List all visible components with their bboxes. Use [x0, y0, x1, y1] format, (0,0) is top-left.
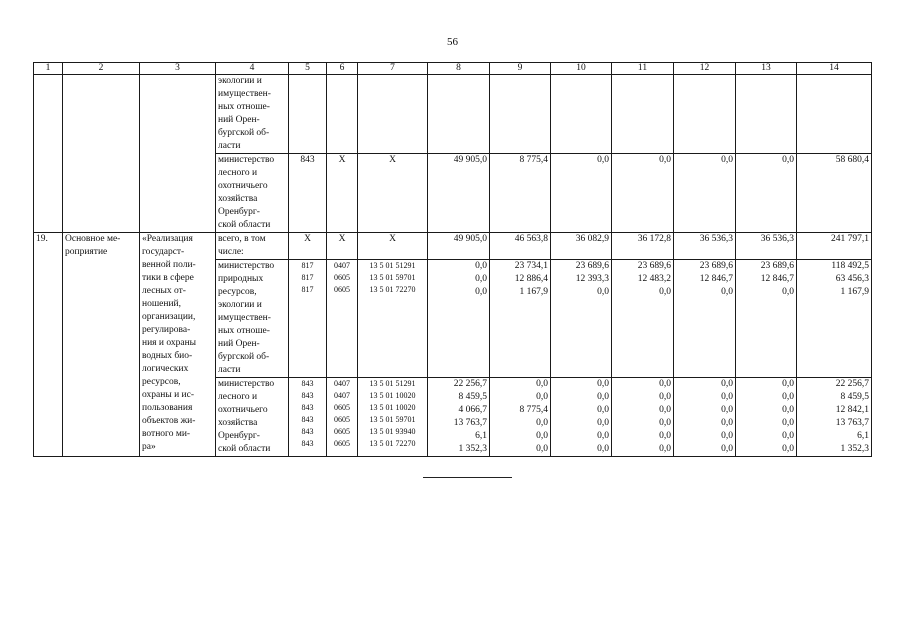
cell-c9: 46 563,8	[490, 233, 551, 260]
table-cell-value: 0,0	[659, 392, 671, 402]
cell-c14: 241 797,1	[797, 233, 872, 260]
table-cell-value: 13 5 01 10020	[369, 403, 416, 412]
header-cell: 1	[34, 63, 63, 75]
empty-cell	[140, 75, 216, 233]
table-cell-value: 63 456,3	[835, 274, 869, 284]
table-cell-value: 6,1	[857, 431, 869, 441]
item-name	[142, 233, 213, 454]
text-line: ласти	[218, 141, 241, 151]
table-cell-value: 0,0	[782, 379, 794, 389]
table-cell-value: 8 459,5	[840, 392, 869, 402]
header-cell: 11	[612, 63, 674, 75]
empty-cell	[289, 75, 327, 154]
executor-cell	[216, 233, 289, 260]
header-cell: 10	[551, 63, 612, 75]
text-line: охраны и ис-	[142, 390, 194, 400]
text-line: ний Орен-	[218, 115, 260, 125]
text-line: экологии и	[218, 300, 262, 310]
text-line: министерство	[218, 261, 275, 271]
text-line: ресурсов,	[142, 377, 181, 387]
text-line: ской области	[218, 444, 271, 454]
cell-c5: Х	[289, 233, 327, 260]
text-line: объектов жи-	[142, 416, 196, 426]
text-line: Оренбург-	[218, 431, 260, 441]
executor-text	[218, 154, 286, 232]
item-type	[65, 233, 137, 259]
table-cell-value: 0,0	[782, 287, 794, 297]
cell-c8	[428, 260, 490, 378]
table-cell-value: 13 763,7	[453, 418, 487, 428]
table-cell-value: 22 256,7	[835, 379, 869, 389]
cell-c6: Х	[327, 154, 358, 233]
table-cell-value: 0407	[334, 261, 350, 270]
table-cell-value: 0,0	[536, 379, 548, 389]
table-cell-value: 817	[301, 285, 314, 294]
cell-c7	[358, 260, 428, 378]
cell-c7: Х	[358, 154, 428, 233]
table-cell-value: 0,0	[597, 444, 609, 454]
cell-c5	[289, 260, 327, 378]
cell-c14: 58 680,4	[797, 154, 872, 233]
table-cell-value: 0605	[334, 273, 350, 282]
text-line: лесных от-	[142, 286, 186, 296]
page-number: 56	[447, 36, 458, 48]
cell-c9: 8 775,4	[490, 154, 551, 233]
executor-cell	[216, 75, 289, 154]
empty-cell	[674, 75, 736, 154]
continuation-row	[34, 75, 872, 154]
executor-cell	[216, 154, 289, 233]
text-line: ра»	[142, 442, 156, 452]
text-line: вотного ми-	[142, 429, 191, 439]
text-line: лесного и	[218, 392, 258, 402]
table-cell-value: 4 066,7	[458, 405, 487, 415]
text-line: пользования	[142, 403, 193, 413]
table-cell-value: 0,0	[597, 392, 609, 402]
table-cell-value: 23 689,6	[637, 261, 671, 271]
empty-cell	[63, 75, 140, 233]
text-line: всего, в том	[218, 234, 266, 244]
cell-c13	[736, 260, 797, 378]
header-cell: 12	[674, 63, 736, 75]
table-cell-value: 12 886,4	[514, 274, 548, 284]
text-line: ласти	[218, 365, 241, 375]
table-cell-value: 0,0	[721, 418, 733, 428]
text-line: ской области	[218, 220, 271, 230]
text-line: хозяйства	[218, 194, 258, 204]
table-cell-value: 118 492,5	[831, 261, 869, 271]
text-line: логических	[142, 364, 189, 374]
cell-c5	[289, 378, 327, 457]
cell-c14	[797, 260, 872, 378]
item-name-cell	[140, 233, 216, 457]
header-cell: 6	[327, 63, 358, 75]
table-cell-value: 0,0	[721, 287, 733, 297]
cell-c10	[551, 260, 612, 378]
header-cell: 7	[358, 63, 428, 75]
table-cell-value: 23 689,6	[575, 261, 609, 271]
table-cell-value: 23 689,6	[760, 261, 794, 271]
table-cell-value: 0,0	[536, 392, 548, 402]
text-line: хозяйства	[218, 418, 258, 428]
cell-c8: 49 905,0	[428, 233, 490, 260]
table-cell-value: 0,0	[659, 444, 671, 454]
text-line: охотничьего	[218, 405, 268, 415]
cell-c9	[490, 378, 551, 457]
cell-c13: 36 536,3	[736, 233, 797, 260]
table-cell-value: 0,0	[475, 261, 487, 271]
header-cell: 4	[216, 63, 289, 75]
total-label	[218, 233, 286, 259]
table-cell-value: 0605	[334, 403, 350, 412]
cell-c10	[551, 378, 612, 457]
text-line: ния и охраны	[142, 338, 197, 348]
empty-cell	[736, 75, 797, 154]
table-cell-value: 13 5 01 59701	[369, 415, 416, 424]
text-line: венной поли-	[142, 260, 196, 270]
table-cell-value: 0,0	[659, 431, 671, 441]
table-cell-value: 1 352,3	[840, 444, 869, 454]
empty-cell	[358, 75, 428, 154]
footer-rule	[423, 477, 512, 478]
executor-text	[218, 260, 286, 377]
text-line: экологии и	[218, 76, 262, 86]
cell-c12: 36 536,3	[674, 233, 736, 260]
table-cell-value: 0,0	[782, 444, 794, 454]
table-cell-value: 1 352,3	[458, 444, 487, 454]
text-line: природных	[218, 274, 264, 284]
table-cell-value: 0,0	[659, 379, 671, 389]
table-cell-value: 817	[301, 261, 314, 270]
cell-c6	[327, 378, 358, 457]
text-line: бургской об-	[218, 128, 270, 138]
table-cell-value: 8 775,4	[519, 405, 548, 415]
table-cell-value: 0,0	[721, 431, 733, 441]
table-cell-value: 0605	[334, 427, 350, 436]
table-cell-value: 0,0	[536, 431, 548, 441]
table-cell-value: 13 5 01 93940	[369, 427, 416, 436]
table-cell-value: 0,0	[659, 405, 671, 415]
table-cell-value: 0,0	[597, 418, 609, 428]
header-cell: 2	[63, 63, 140, 75]
table-cell-value: 13 5 01 10020	[369, 391, 416, 400]
table-cell-value: 0,0	[721, 444, 733, 454]
cell-c5: 843	[289, 154, 327, 233]
header-cell: 8	[428, 63, 490, 75]
cell-c8: 49 905,0	[428, 154, 490, 233]
table-cell-value: 0,0	[721, 379, 733, 389]
empty-cell	[551, 75, 612, 154]
item-number: 19.	[34, 233, 63, 457]
text-line: Основное ме-	[65, 234, 121, 244]
column-number-header	[34, 63, 872, 75]
table-cell-value: 0,0	[782, 405, 794, 415]
text-line: ных отноше-	[218, 102, 270, 112]
table-cell-value: 12 846,7	[699, 274, 733, 284]
text-line: регулирова-	[142, 325, 191, 335]
table-cell-value: 0,0	[597, 405, 609, 415]
text-line: ний Орен-	[218, 339, 260, 349]
executor-text	[218, 378, 286, 456]
table-cell-value: 843	[301, 439, 314, 448]
header-cell: 14	[797, 63, 872, 75]
executor-cell	[216, 378, 289, 457]
header-cell: 5	[289, 63, 327, 75]
table-cell-value: 22 256,7	[453, 379, 487, 389]
text-line: охотничьего	[218, 181, 268, 191]
table-cell-value: 13 5 01 51291	[369, 379, 416, 388]
cell-c12: 0,0	[674, 154, 736, 233]
cell-c7: Х	[358, 233, 428, 260]
cell-c11	[612, 378, 674, 457]
empty-cell	[612, 75, 674, 154]
table-cell-value: 0,0	[597, 287, 609, 297]
cell-c12	[674, 378, 736, 457]
empty-cell	[34, 75, 63, 233]
text-line: ресурсов,	[218, 287, 257, 297]
table-cell-value: 843	[301, 403, 314, 412]
table-cell-value: 0,0	[597, 431, 609, 441]
table-cell-value: 12 393,3	[575, 274, 609, 284]
text-line: организации,	[142, 312, 196, 322]
table-cell-value: 0,0	[659, 287, 671, 297]
text-line: «Реализация	[142, 234, 193, 244]
text-line: министерство	[218, 379, 275, 389]
item-type-cell	[63, 233, 140, 457]
table-cell-value: 8 459,5	[458, 392, 487, 402]
cell-c7	[358, 378, 428, 457]
text-line: имуществен-	[218, 313, 271, 323]
budget-table	[33, 62, 872, 457]
empty-cell	[428, 75, 490, 154]
table-cell-value: 6,1	[475, 431, 487, 441]
cell-c6: Х	[327, 233, 358, 260]
header-cell: 13	[736, 63, 797, 75]
table-cell-value: 13 5 01 72270	[369, 439, 416, 448]
text-line: водных био-	[142, 351, 193, 361]
executor-text	[218, 75, 286, 153]
empty-cell	[490, 75, 551, 154]
empty-cell	[797, 75, 872, 154]
table-cell-value: 0,0	[782, 392, 794, 402]
header-cell: 9	[490, 63, 551, 75]
table-cell-value: 0605	[334, 285, 350, 294]
text-line: министерство	[218, 155, 275, 165]
table-cell-value: 817	[301, 273, 314, 282]
table-cell-value: 12 842,1	[835, 405, 869, 415]
table-cell-value: 0,0	[659, 418, 671, 428]
table-cell-value: 1 167,9	[519, 287, 548, 297]
cell-c14	[797, 378, 872, 457]
table-cell-value: 0,0	[721, 405, 733, 415]
text-line: тики в сфере	[142, 273, 194, 283]
table-cell-value: 0605	[334, 439, 350, 448]
table-cell-value: 23 689,6	[699, 261, 733, 271]
cell-c10: 36 082,9	[551, 233, 612, 260]
cell-c8	[428, 378, 490, 457]
table-cell-value: 13 5 01 51291	[369, 261, 416, 270]
table-row	[34, 233, 872, 260]
header-cell: 3	[140, 63, 216, 75]
table-cell-value: 1 167,9	[840, 287, 869, 297]
text-line: ных отноше-	[218, 326, 270, 336]
table-cell-value: 0,0	[597, 379, 609, 389]
text-line: лесного и	[218, 168, 258, 178]
text-line: Оренбург-	[218, 207, 260, 217]
text-line: имуществен-	[218, 89, 271, 99]
table-cell-value: 0,0	[782, 431, 794, 441]
table-cell-value: 0605	[334, 415, 350, 424]
text-line: бургской об-	[218, 352, 270, 362]
cell-c12	[674, 260, 736, 378]
table-cell-value: 0,0	[782, 418, 794, 428]
cell-c13	[736, 378, 797, 457]
table-cell-value: 0,0	[721, 392, 733, 402]
executor-cell	[216, 260, 289, 378]
table-cell-value: 0407	[334, 379, 350, 388]
table-cell-value: 12 846,7	[760, 274, 794, 284]
table-cell-value: 843	[301, 415, 314, 424]
cell-c11: 36 172,8	[612, 233, 674, 260]
cell-c11	[612, 260, 674, 378]
table-cell-value: 0407	[334, 391, 350, 400]
table-cell-value: 0,0	[536, 418, 548, 428]
table-cell-value: 0,0	[475, 287, 487, 297]
table-cell-value: 13 763,7	[835, 418, 869, 428]
text-line: роприятие	[65, 247, 108, 257]
cell-c9	[490, 260, 551, 378]
table-cell-value: 0,0	[475, 274, 487, 284]
empty-cell	[327, 75, 358, 154]
table-cell-value: 13 5 01 59701	[369, 273, 416, 282]
table-cell-value: 23 734,1	[514, 261, 548, 271]
table-cell-value: 843	[301, 391, 314, 400]
text-line: числе:	[218, 247, 244, 257]
cell-c13: 0,0	[736, 154, 797, 233]
table-cell-value: 12 483,2	[637, 274, 671, 284]
table-cell-value: 13 5 01 72270	[369, 285, 416, 294]
cell-c11: 0,0	[612, 154, 674, 233]
table-cell-value: 843	[301, 427, 314, 436]
text-line: государст-	[142, 247, 185, 257]
cell-c10: 0,0	[551, 154, 612, 233]
table-cell-value: 0,0	[536, 444, 548, 454]
text-line: ношений,	[142, 299, 181, 309]
table-cell-value: 843	[301, 379, 314, 388]
cell-c6	[327, 260, 358, 378]
